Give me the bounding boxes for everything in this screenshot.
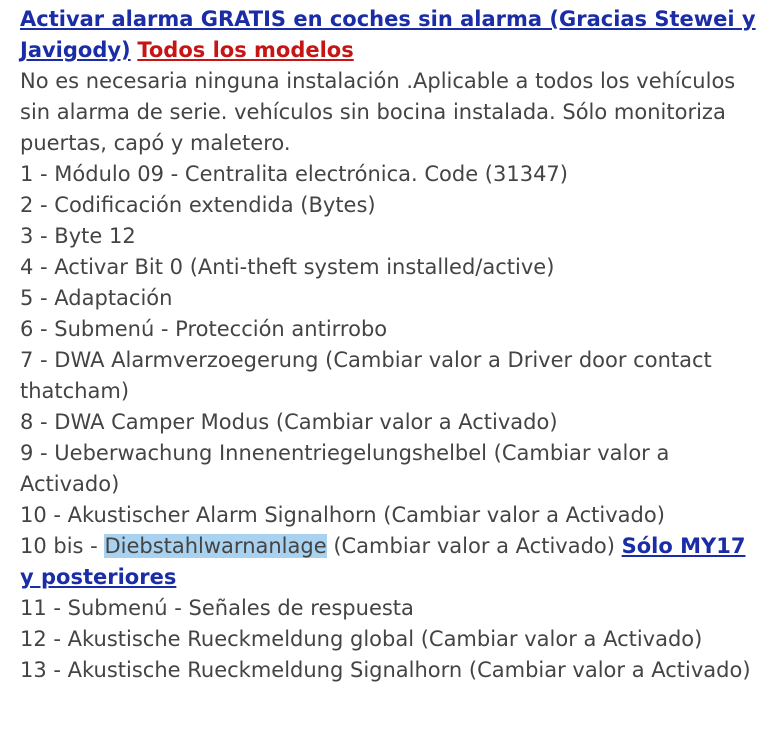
step-5: 5 - Adaptación xyxy=(20,286,173,310)
step-4: 4 - Activar Bit 0 (Anti-theft system installed/active) xyxy=(20,255,555,279)
step-10-bis xyxy=(20,531,756,593)
step-2: 2 - Codificación extendida (Bytes) xyxy=(20,193,376,217)
step-10-bis-prefix: 10 bis - xyxy=(20,534,105,558)
step-1: 1 - Módulo 09 - Centralita electrónica. Code (31347) xyxy=(20,162,568,186)
post-title-link[interactable]: Activar alarma GRATIS en coches sin alarma (Gracias Stewei y Javigody) xyxy=(20,7,756,62)
step-8: 8 - DWA Camper Modus (Cambiar valor a Activado) xyxy=(20,410,558,434)
my17-link[interactable]: Sólo MY17 y posteriores xyxy=(20,534,746,589)
step-6: 6 - Submenú - Protección antirrobo xyxy=(20,317,388,341)
selected-text-highlight[interactable]: Diebstahlwarnanlage xyxy=(104,534,327,558)
step-7: 7 - DWA Alarmverzoegerung (Cambiar valor a Driver door contact thatcham) xyxy=(20,348,712,403)
step-10-bis-suffix: (Cambiar valor a Activado) xyxy=(326,534,622,558)
all-models-link[interactable]: Todos los modelos xyxy=(137,38,354,62)
step-3: 3 - Byte 12 xyxy=(20,224,136,248)
step-13: 13 - Akustische Rueckmeldung Signalhorn (Cambiar valor a Activado) xyxy=(20,658,751,682)
step-12: 12 - Akustische Rueckmeldung global (Cambiar valor a Activado) xyxy=(20,627,703,651)
step-9: 9 - Ueberwachung Innenentriegelungshelbel (Cambiar valor a Activado) xyxy=(20,441,670,496)
step-10: 10 - Akustischer Alarm Signalhorn (Cambiar valor a Activado) xyxy=(20,503,665,527)
title-paragraph xyxy=(20,4,756,66)
intro-text: No es necesaria ninguna instalación .Aplicable a todos los vehículos sin alarma de serie. vehículos sin bocina instalada. Sólo monitoriza puertas, capó y maletero. xyxy=(20,69,736,155)
step-11: 11 - Submenú - Señales de respuesta xyxy=(20,596,414,620)
